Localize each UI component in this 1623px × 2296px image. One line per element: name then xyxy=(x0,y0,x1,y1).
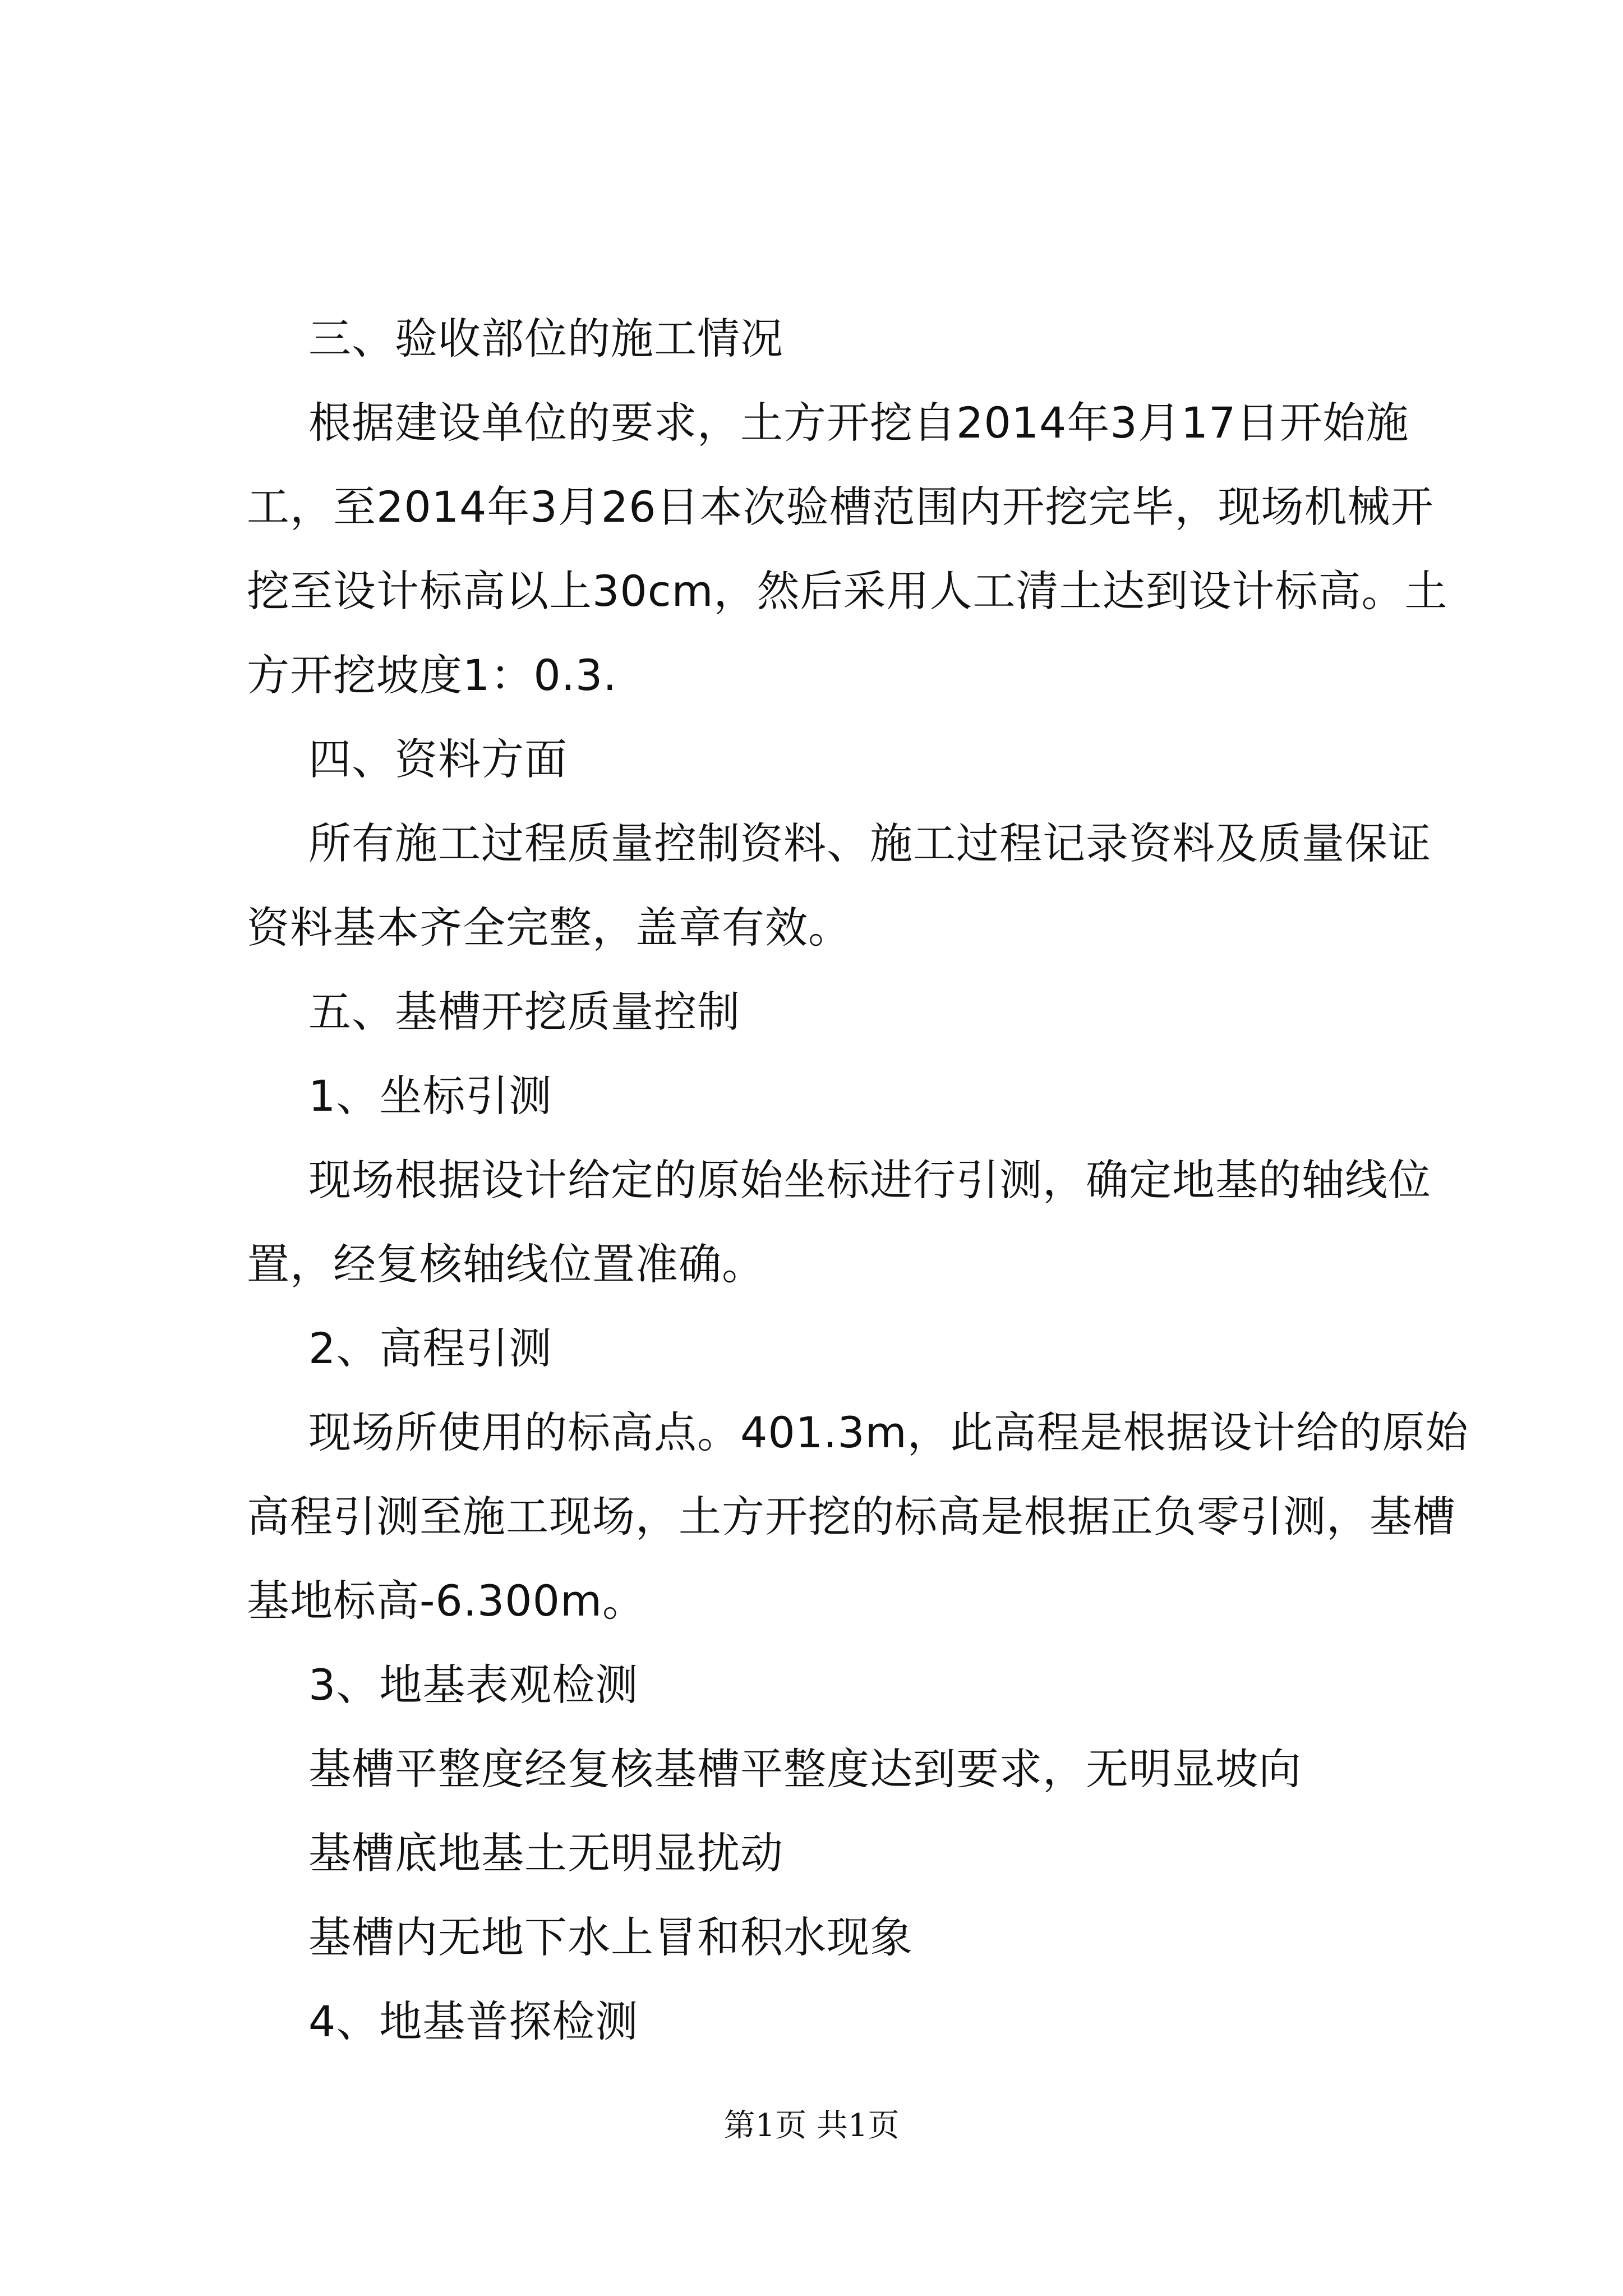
paragraph-line: 基槽平整度经复核基槽平整度达到要求，无明显坡向 xyxy=(308,1744,1302,1794)
paragraph-line: 基槽内无地下水上冒和积水现象 xyxy=(308,1912,913,1962)
section-heading-5: 五、基槽开挖质量控制 xyxy=(308,987,740,1037)
paragraph-line: 置，经复核轴线位置准确。 xyxy=(247,1239,765,1289)
paragraph-line: 工，至2014年3月26日本次验槽范围内开挖完毕，现场机械开 xyxy=(247,482,1434,532)
page-footer: 第1页 共1页 xyxy=(723,2108,900,2144)
paragraph-line: 现场所使用的标高点。401.3m，此高程是根据设计给的原始 xyxy=(308,1407,1469,1457)
paragraph-line: 所有施工过程质量控制资料、施工过程记录资料及质量保证 xyxy=(308,818,1431,868)
subheading-3: 3、地基表观检测 xyxy=(308,1660,639,1710)
paragraph-line: 基槽底地基土无明显扰动 xyxy=(308,1828,783,1878)
paragraph-line: 挖至设计标高以上30cm，然后采用人工清土达到设计标高。土 xyxy=(247,566,1448,616)
paragraph-line: 根据建设单位的要求，土方开挖自2014年3月17日开始施 xyxy=(308,398,1409,448)
subheading-4: 4、地基普探检测 xyxy=(308,1996,639,2046)
paragraph-line: 基地标高-6.300m。 xyxy=(247,1576,646,1626)
paragraph-line: 方开挖坡度1：0.3. xyxy=(247,650,617,700)
section-heading-3: 三、验收部位的施工情况 xyxy=(308,314,783,364)
subheading-1: 1、坐标引测 xyxy=(308,1071,552,1121)
paragraph-line: 高程引测至施工现场，土方开挖的标高是根据正负零引测，基槽 xyxy=(247,1492,1456,1542)
paragraph-line: 现场根据设计给定的原始坐标进行引测，确定地基的轴线位 xyxy=(308,1155,1431,1205)
subheading-2: 2、高程引测 xyxy=(308,1323,552,1373)
section-heading-4: 四、资料方面 xyxy=(308,734,568,784)
paragraph-line: 资料基本齐全完整，盖章有效。 xyxy=(247,903,851,953)
